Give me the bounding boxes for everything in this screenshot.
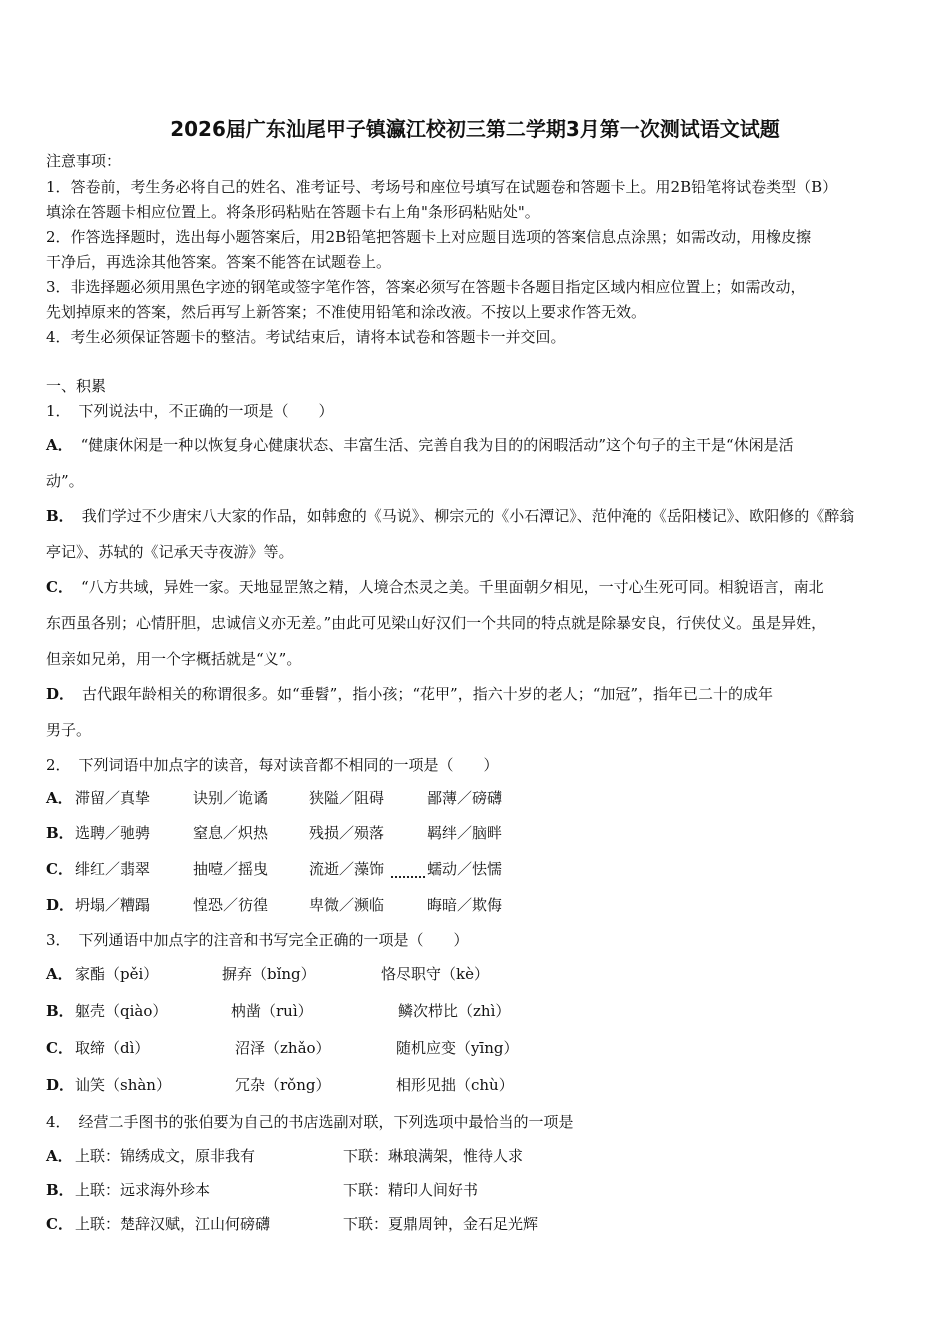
question-number: 3．: [46, 931, 71, 949]
word-pinyin: 沼泽（zhǎo）: [235, 1039, 331, 1057]
notice-line: 1．答卷前，考生务必将自己的姓名、准考证号、考场号和座位号填写在试题卷和答题卡上。用2B铅笔将试卷类型（B）: [46, 178, 838, 196]
word-pinyin: 家酯（pěi）: [75, 965, 159, 983]
q1-option-c-cont: 但亲如兄弟，用一个字概括就是“义”。: [46, 650, 302, 668]
word-pair: 惶恐／彷徨: [193, 896, 269, 914]
question-1-stem: [46, 401, 334, 421]
option-label: C．: [46, 860, 73, 878]
q1-option-a-cont: 动”。: [46, 472, 84, 490]
question-number: 1．: [46, 402, 71, 420]
word-pair: 绯红／翡翠: [75, 860, 151, 878]
question-2-stem: [46, 755, 499, 775]
word-pinyin: 恪尽职守（kè）: [381, 965, 489, 983]
word-pair: 选聘／驰骋: [75, 824, 151, 842]
word-pair: 残损／殒落: [309, 824, 385, 842]
notice-line: 2．作答选择题时，选出每小题答案后，用2B铅笔把答题卡上对应题目选项的答案信息点涂黑；如需改动，用橡皮擦: [46, 228, 812, 246]
word-pinyin: 躯壳（qiào）: [75, 1002, 168, 1020]
word-pair: 鄙薄／磅礴: [427, 789, 503, 807]
q1-option-c: [46, 577, 824, 597]
word-pinyin: 讪笑（shàn）: [75, 1076, 171, 1094]
option-text: “八方共域，异姓一家。天地显罡煞之精，人境合杰灵之美。千里面朝夕相见，一寸心生死可同。相貌语言，南北: [80, 578, 824, 596]
couplet-upper: 上联：锦绣成文，原非我有: [75, 1147, 256, 1165]
option-label: A．: [46, 436, 73, 454]
word-pair: 坍塌／糟蹋: [75, 896, 151, 914]
word-pair: 晦暗／欺侮: [427, 896, 503, 914]
notice-line: 4．考生必须保证答题卡的整洁。考试结束后，请将本试卷和答题卡一并交回。: [46, 328, 566, 346]
word-pair: 羁绊／脑畔: [427, 824, 503, 842]
word-pair: 滞留／真挚: [75, 789, 151, 807]
word-pinyin: 枘凿（ruì）: [231, 1002, 313, 1020]
option-label: B．: [46, 824, 74, 842]
couplet-upper: 上联：远求海外珍本: [75, 1181, 211, 1199]
word-pair: 诀别／诡谲: [193, 789, 269, 807]
option-label: C．: [46, 1215, 73, 1233]
couplet-lower: 下联：精印人间好书: [343, 1181, 479, 1199]
notice-line: 干净后，再选涂其他答案。答案不能答在试题卷上。: [46, 253, 392, 271]
option-label: A．: [46, 1147, 73, 1165]
word-pinyin: 取缔（dì）: [75, 1039, 150, 1057]
couplet-lower: 下联：琳琅满架，惟待人求: [343, 1147, 524, 1165]
section-heading: 一、积累: [46, 377, 107, 395]
word-pinyin: 冗杂（rǒng）: [235, 1076, 331, 1094]
option-label: A．: [46, 789, 73, 807]
question-text: 经营二手图书的张伯要为自己的书店选副对联，下列选项中最恰当的一项是: [78, 1113, 574, 1131]
notice-line: 填涂在答题卡相应位置上。将条形码粘贴在答题卡右上角"条形码粘贴处"。: [46, 203, 540, 221]
exam-title: 2026届广东汕尾甲子镇瀛江校初三第二学期3月第一次测试语文试题: [170, 117, 780, 141]
notice-heading: 注意事项：: [46, 152, 122, 170]
q1-option-d: [46, 684, 773, 704]
couplet-upper: 上联：楚辞汉赋，江山何磅礴: [75, 1215, 271, 1233]
option-label: B．: [46, 507, 74, 525]
q1-option-d-cont: 男子。: [46, 721, 92, 739]
question-text: 下列通语中加点字的注音和书写完全正确的一项是（ ）: [78, 931, 469, 949]
option-label: B．: [46, 1181, 74, 1199]
option-label: D．: [46, 1076, 75, 1094]
couplet-lower: 下联：夏鼎周钟，金石足光辉: [343, 1215, 539, 1233]
notice-line: 3．非选择题必须用黑色字迹的钢笔或签字笔作答，答案必须写在答题卡各题目指定区域内相应位置上；如需改动，: [46, 278, 806, 296]
word-pinyin: 相形见拙（chù）: [396, 1076, 514, 1094]
question-number: 4．: [46, 1113, 71, 1131]
word-pair: 流逝／藻饰: [309, 860, 385, 878]
question-3-stem: [46, 930, 469, 950]
q1-option-c-cont: 东西虽各别；心情肝胆，忠诚信义亦无差。”由此可见梁山好汉们一个共同的特点就是除暴安良，行侠仗义。虽是异姓，: [46, 614, 827, 632]
word-pinyin: 随机应变（yīng）: [396, 1039, 519, 1057]
question-number: 2．: [46, 756, 71, 774]
option-label: D．: [46, 685, 75, 703]
option-label: A．: [46, 965, 73, 983]
word-pinyin: 鳞次栉比（zhì）: [398, 1002, 511, 1020]
question-text: 下列说法中，不正确的一项是（ ）: [78, 402, 334, 420]
word-pair: 卑微／濒临: [309, 896, 385, 914]
q1-option-b-cont: 亭记》、苏轼的《记承天寺夜游》等。: [46, 543, 294, 561]
option-label: C．: [46, 1039, 73, 1057]
question-4-stem: [46, 1112, 574, 1132]
q1-option-a: [46, 435, 794, 455]
notice-line: 先划掉原来的答案，然后再写上新答案；不准使用铅笔和涂改液。不按以上要求作答无效。: [46, 303, 647, 321]
option-text: 我们学过不少唐宋八大家的作品，如韩愈的《马说》、柳宗元的《小石潭记》、范仲淹的《岳阳楼记》、欧阳修的《醉翁: [81, 507, 855, 525]
emphasis-dots: [391, 868, 425, 878]
option-text: “健康休闲是一种以恢复身心健康状态、丰富生活、完善自我为目的的闲暇活动”这个句子的主干是“休闲是活: [80, 436, 794, 454]
word-pair: 抽噎／摇曳: [193, 860, 269, 878]
word-pinyin: 摒弃（bǐng）: [222, 965, 316, 983]
option-label: C．: [46, 578, 73, 596]
word-pair: 蠕动／怯懦: [427, 860, 503, 878]
option-label: D．: [46, 896, 75, 914]
q1-option-b: [46, 506, 854, 526]
option-label: B．: [46, 1002, 74, 1020]
option-text: 古代跟年龄相关的称谓很多。如“垂髫”，指小孩；“花甲”，指六十岁的老人；“加冠”，指年已二十的成年: [82, 685, 774, 703]
question-text: 下列词语中加点字的读音，每对读音都不相同的一项是（ ）: [78, 756, 499, 774]
word-pair: 窒息／炽热: [193, 824, 269, 842]
word-pair: 狭隘／阻碍: [309, 789, 385, 807]
